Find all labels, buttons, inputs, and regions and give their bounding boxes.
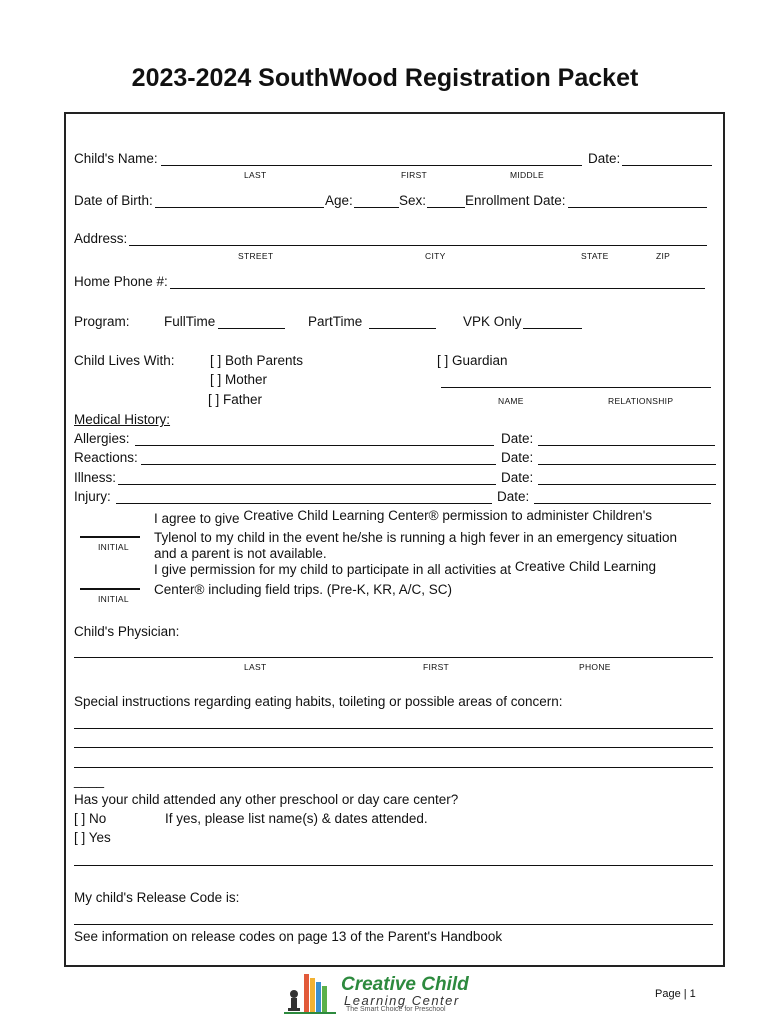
sublabel-middle: MIDDLE <box>510 170 544 180</box>
injury-date-label: Date: <box>497 489 530 504</box>
home-phone-label: Home Phone #: <box>74 274 168 289</box>
father-checkbox[interactable]: [ ] Father <box>208 392 263 407</box>
dob-field[interactable] <box>155 207 324 208</box>
fulltime-label: FullTime <box>164 314 216 329</box>
parttime-label: PartTime <box>308 314 363 329</box>
age-field[interactable] <box>354 207 399 208</box>
both-parents-checkbox[interactable]: [ ] Both Parents <box>210 353 304 368</box>
reactions-date-field[interactable] <box>538 464 716 465</box>
fulltime-field[interactable] <box>218 328 285 329</box>
childs-name-label: Child's Name: <box>74 151 158 166</box>
vpk-only-field[interactable] <box>523 328 582 329</box>
logo-figure <box>282 972 342 1016</box>
reactions-field[interactable] <box>141 464 496 465</box>
release-code-label: My child's Release Code is: <box>74 890 240 905</box>
date-field[interactable] <box>622 165 712 166</box>
enrollment-date-label: Enrollment Date: <box>465 193 566 208</box>
sublabel-city: CITY <box>425 251 446 261</box>
address-label: Address: <box>74 231 128 246</box>
release-code-field[interactable] <box>74 924 713 925</box>
guardian-name-field[interactable] <box>441 387 711 388</box>
childs-name-field[interactable] <box>161 165 582 166</box>
sublabel-physician-first: FIRST <box>423 662 450 672</box>
sublabel-name: NAME <box>498 396 524 406</box>
physician-label: Child's Physician: <box>74 624 180 639</box>
activities-initial-field[interactable] <box>80 588 140 590</box>
activities-initial-label: INITIAL <box>98 594 129 604</box>
illness-date-label: Date: <box>501 470 534 485</box>
home-phone-field[interactable] <box>170 288 705 289</box>
activities-consent-text-2: Center® including field trips. (Pre-K, KR, A/C, SC) <box>154 582 453 597</box>
sublabel-relationship: RELATIONSHIP <box>608 396 674 406</box>
children-books-icon <box>282 972 342 1016</box>
special-instructions-tail: ____ <box>74 773 105 788</box>
allergies-field[interactable] <box>135 445 494 446</box>
physician-field[interactable] <box>74 657 713 658</box>
program-label: Program: <box>74 314 130 329</box>
special-instructions-line-2[interactable] <box>74 747 713 748</box>
logo-name: Creative Child <box>341 974 469 995</box>
enrollment-date-field[interactable] <box>568 207 707 208</box>
injury-label: Injury: <box>74 489 111 504</box>
date-label: Date: <box>588 151 621 166</box>
tylenol-initial-label: INITIAL <box>98 542 129 552</box>
illness-label: Illness: <box>74 470 117 485</box>
logo-tagline: The Smart Choice for Preschool <box>346 1006 446 1013</box>
sublabel-state: STATE <box>581 251 609 261</box>
address-field[interactable] <box>129 245 707 246</box>
preschool-if-yes-label: If yes, please list name(s) & dates attended. <box>165 811 428 826</box>
release-code-note: See information on release codes on page 13 of the Parent's Handbook <box>74 929 503 944</box>
medical-history-heading: Medical History: <box>74 412 171 427</box>
tylenol-initial-field[interactable] <box>80 536 140 538</box>
tylenol-consent-text-2: Tylenol to my child in the event he/she is running a high fever in an emergency situation <box>154 530 678 545</box>
tylenol-consent-text-3: and a parent is not available. <box>154 546 327 561</box>
activities-consent-part-a: I give permission for my child to participate in all activities at <box>154 562 512 577</box>
sex-label: Sex: <box>399 193 427 208</box>
sublabel-last: LAST <box>244 170 267 180</box>
sublabel-first: FIRST <box>401 170 428 180</box>
guardian-checkbox[interactable]: [ ] Guardian <box>437 353 508 368</box>
injury-field[interactable] <box>116 503 492 504</box>
allergies-date-label: Date: <box>501 431 534 446</box>
sublabel-street: STREET <box>238 251 274 261</box>
reactions-label: Reactions: <box>74 450 138 465</box>
page-title: 2023-2024 SouthWood Registration Packet <box>131 64 639 92</box>
preschool-no-checkbox[interactable]: [ ] No <box>74 811 107 826</box>
special-instructions-line-3[interactable] <box>74 767 713 768</box>
tylenol-consent-part-a: I agree to give <box>154 511 240 526</box>
preschool-yes-checkbox[interactable]: [ ] Yes <box>74 830 111 845</box>
sublabel-physician-last: LAST <box>244 662 267 672</box>
preschool-question: Has your child attended any other preschool or day care center? <box>74 792 459 807</box>
vpk-only-label: VPK Only <box>463 314 522 329</box>
special-instructions-label: Special instructions regarding eating habits, toileting or possible areas of concern: <box>74 694 563 709</box>
activities-consent-text-1 <box>154 559 656 577</box>
allergies-date-field[interactable] <box>538 445 715 446</box>
illness-date-field[interactable] <box>538 484 716 485</box>
lives-with-label: Child Lives With: <box>74 353 175 368</box>
tylenol-consent-text-1 <box>154 508 653 526</box>
sex-field[interactable] <box>427 207 465 208</box>
dob-label: Date of Birth: <box>74 193 153 208</box>
special-instructions-line-1[interactable] <box>74 728 713 729</box>
sublabel-physician-phone: PHONE <box>579 662 611 672</box>
page-number: Page | 1 <box>655 988 696 1000</box>
injury-date-field[interactable] <box>534 503 711 504</box>
parttime-field[interactable] <box>369 328 436 329</box>
illness-field[interactable] <box>118 484 496 485</box>
reactions-date-label: Date: <box>501 450 534 465</box>
activities-consent-part-b: Creative Child Learning <box>514 559 656 574</box>
preschool-details-field[interactable] <box>74 865 713 866</box>
logo-subtitle: Learning Center <box>344 993 460 1008</box>
sublabel-zip: ZIP <box>656 251 671 261</box>
tylenol-consent-part-b: Creative Child Learning Center® permission to administer Children's <box>243 508 653 523</box>
allergies-label: Allergies: <box>74 431 130 446</box>
age-label: Age: <box>325 193 353 208</box>
mother-checkbox[interactable]: [ ] Mother <box>210 372 268 387</box>
